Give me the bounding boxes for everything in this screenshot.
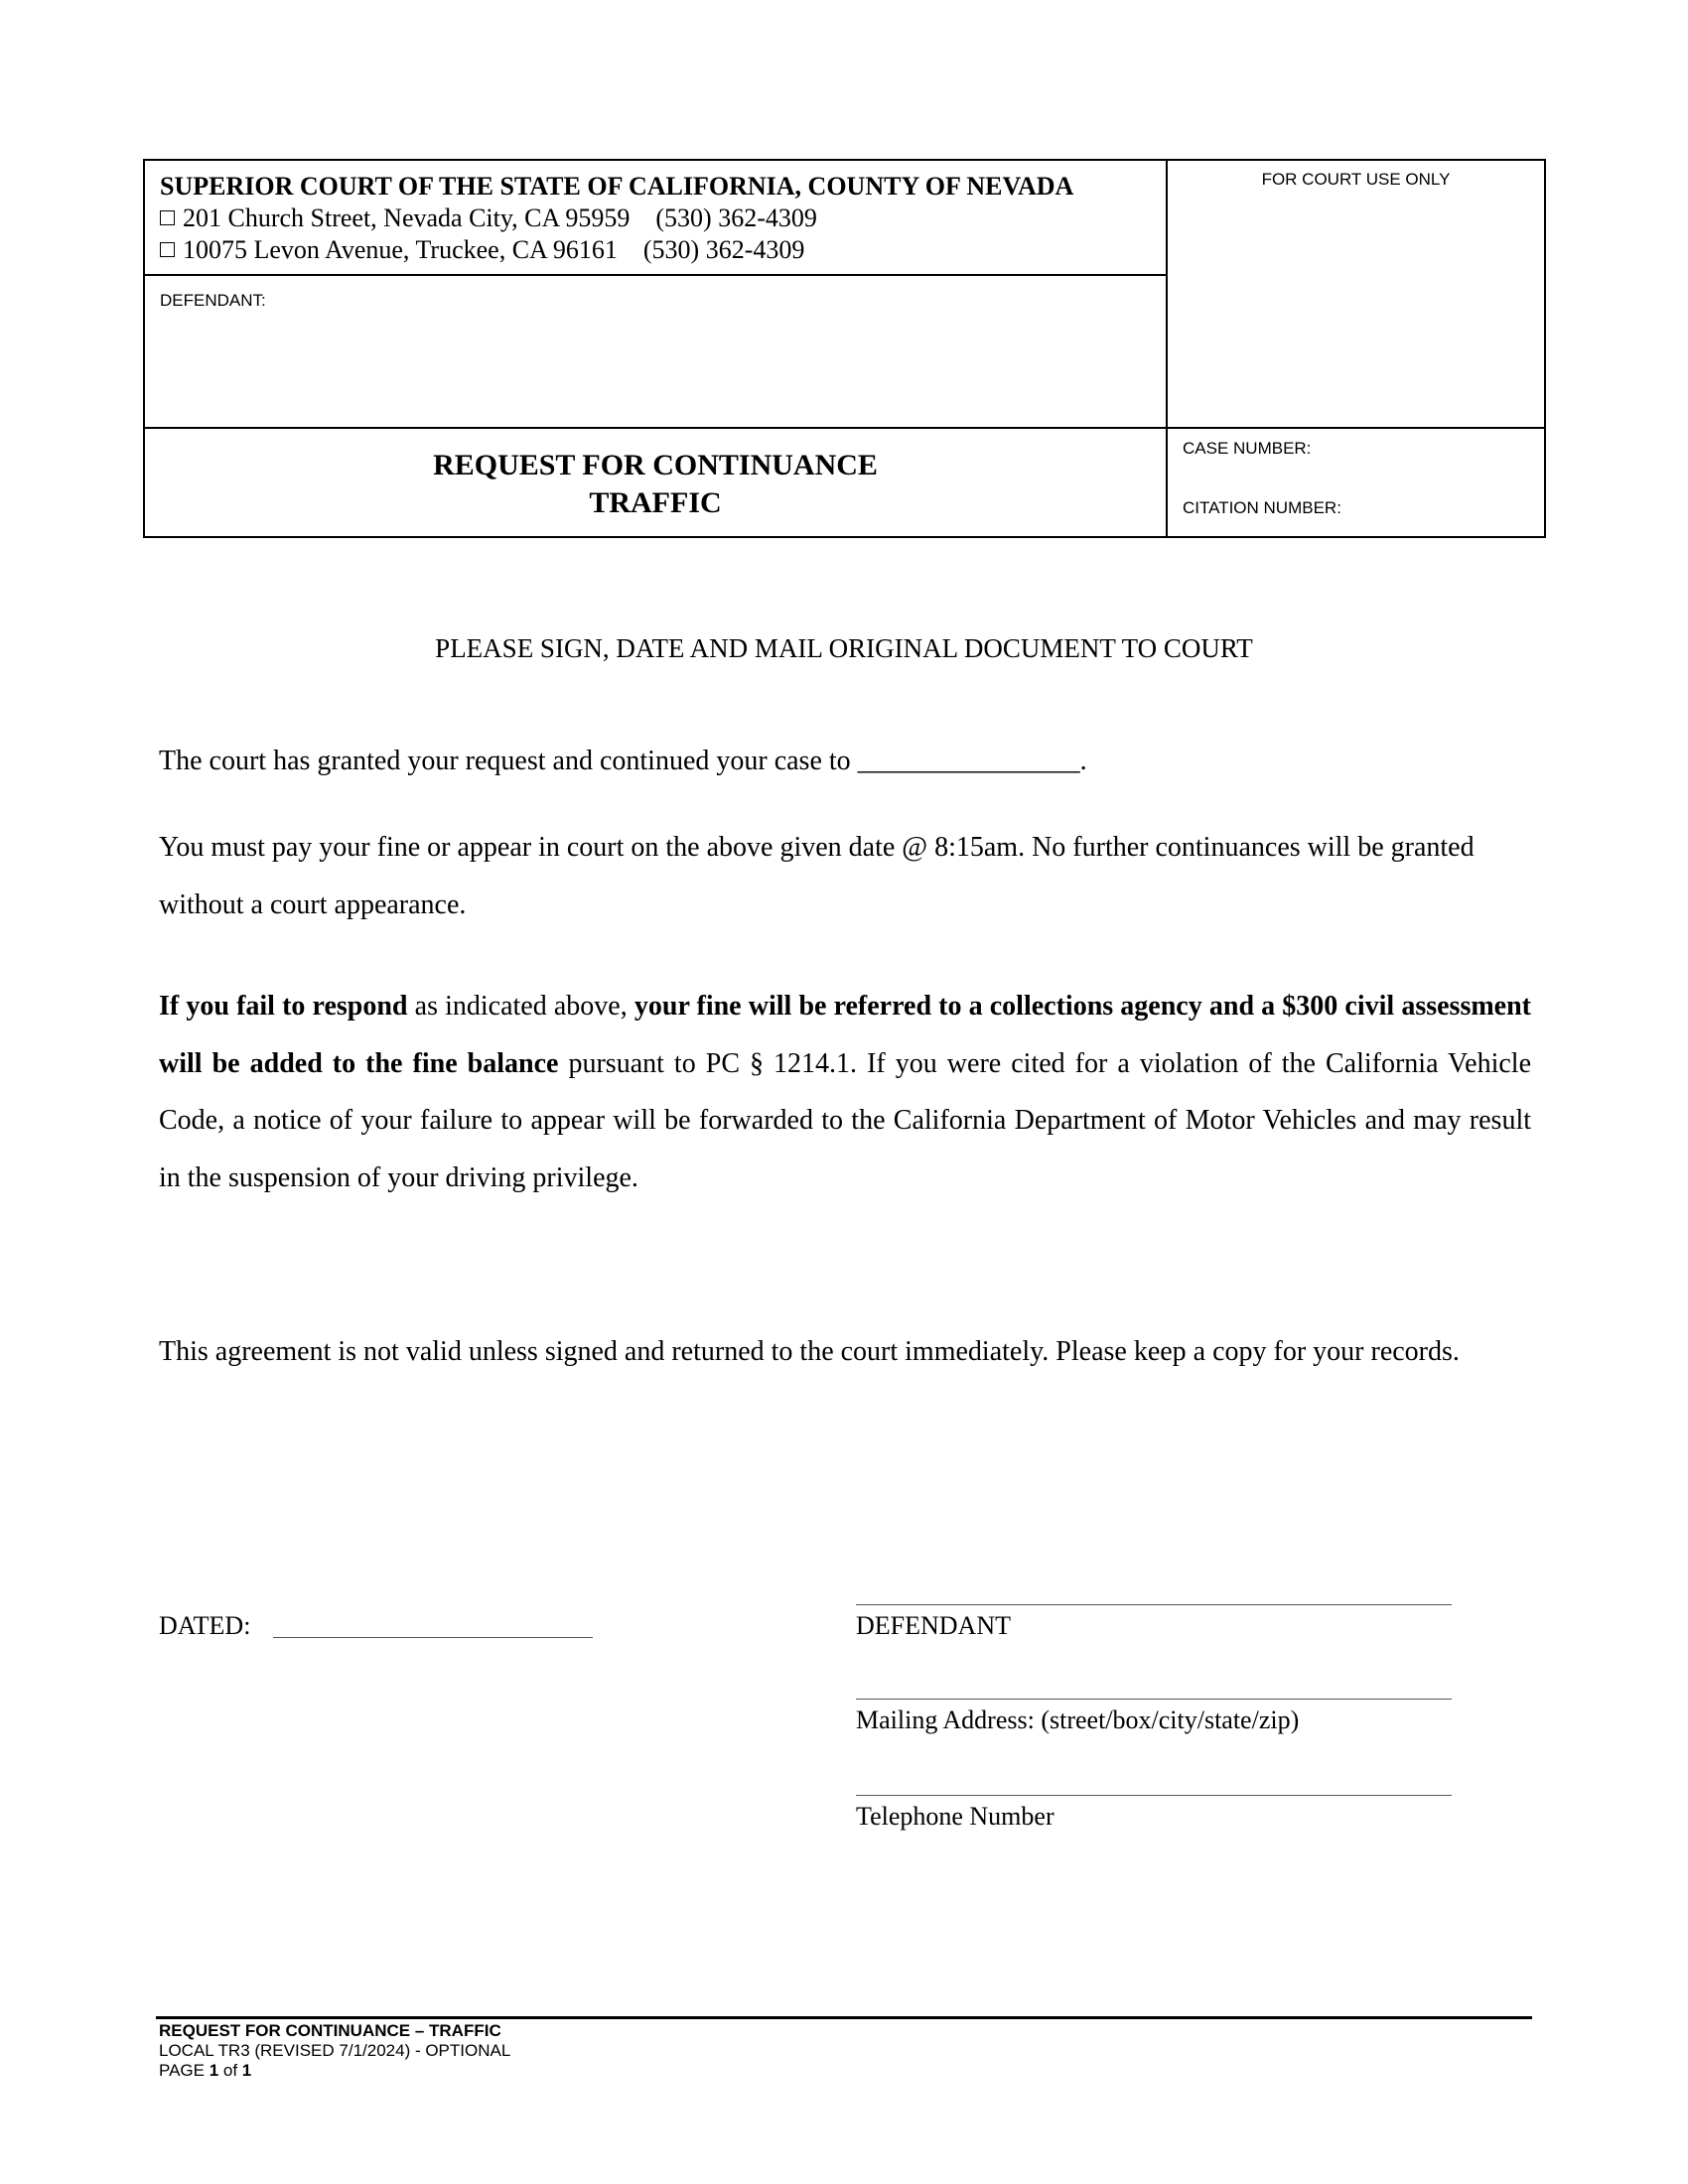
footer-rule bbox=[156, 2016, 1532, 2019]
court-use-area bbox=[1168, 161, 1544, 429]
defendant-signature-label: DEFENDANT bbox=[856, 1611, 1011, 1640]
checkbox-nevada-city[interactable] bbox=[160, 210, 175, 225]
checkbox-truckee[interactable] bbox=[160, 242, 175, 257]
page-current: 1 bbox=[209, 2061, 219, 2080]
page-prefix: PAGE bbox=[159, 2061, 210, 2080]
warning-bold-consequence: your fine will be referred to a collections agency and a $300 civil assessment will be added to the fine balance bbox=[159, 991, 1531, 1079]
location-address: 201 Church Street, Nevada City, CA 95959 bbox=[183, 204, 631, 232]
location-phone: (530) 362-4309 bbox=[655, 204, 817, 232]
dated-line[interactable] bbox=[273, 1637, 593, 1638]
form-subtitle: TRAFFIC bbox=[589, 486, 722, 519]
footer-form-id: LOCAL TR3 (REVISED 7/1/2024) - OPTIONAL bbox=[159, 2041, 511, 2060]
defendant-signature-line[interactable] bbox=[856, 1604, 1452, 1605]
defendant-label: DEFENDANT: bbox=[160, 291, 266, 310]
caption-box bbox=[143, 159, 1546, 538]
mailing-address-label: Mailing Address: (street/box/city/state/zip) bbox=[856, 1706, 1300, 1734]
telephone-line[interactable] bbox=[856, 1795, 1452, 1796]
payment-instruction-text: You must pay your fine or appear in court on the above given date @ 8:15am. No further continuances will be granted without a court appearance. bbox=[159, 832, 1475, 920]
location-phone: (530) 362-4309 bbox=[642, 235, 805, 264]
location-address: 10075 Levon Avenue, Truckee, CA 96161 bbox=[183, 235, 618, 264]
case-numbers-cell bbox=[1168, 429, 1544, 536]
dated-label: DATED: bbox=[159, 1611, 251, 1640]
failure-warning-paragraph bbox=[159, 978, 1531, 1206]
footer-page-number bbox=[159, 2061, 251, 2081]
mailing-instruction: PLEASE SIGN, DATE AND MAIL ORIGINAL DOCUMENT TO COURT bbox=[435, 633, 1253, 663]
court-name: SUPERIOR COURT OF THE STATE OF CALIFORNIA, COUNTY OF NEVADA bbox=[160, 172, 1074, 201]
citation-number-field[interactable]: CITATION NUMBER: bbox=[1183, 498, 1341, 517]
warning-text: as indicated above, bbox=[407, 991, 634, 1022]
defendant-field[interactable] bbox=[145, 276, 1168, 429]
telephone-label: Telephone Number bbox=[856, 1802, 1055, 1831]
warning-text-continued: pursuant to PC § 1214.1. If you were cited for a violation of the California Vehicle Code, a notice of your failure to appear will be forwarded to the California Department of Motor Vehicles and may result in the suspension of your driving privilege. bbox=[159, 1047, 1532, 1193]
footer-title: REQUEST FOR CONTINUANCE – TRAFFIC bbox=[159, 2021, 501, 2040]
court-use-label: FOR COURT USE ONLY bbox=[1261, 170, 1451, 189]
case-number-field[interactable]: CASE NUMBER: bbox=[1183, 439, 1312, 458]
validity-notice: This agreement is not valid unless signed and returned to the court immediately. Please keep a copy for your records. bbox=[159, 1336, 1460, 1367]
mailing-address-line[interactable] bbox=[856, 1699, 1452, 1700]
continuance-granted-text: The court has granted your request and continued your case to ________________. bbox=[159, 746, 1087, 776]
form-title: REQUEST FOR CONTINUANCE bbox=[433, 449, 878, 481]
form-title-cell bbox=[145, 429, 1168, 536]
warning-bold-lead: If you fail to respond bbox=[159, 991, 408, 1022]
page-total: 1 bbox=[241, 2061, 252, 2080]
page-of: of bbox=[218, 2061, 242, 2080]
location-option-truckee[interactable] bbox=[160, 235, 804, 265]
court-info-cell bbox=[145, 161, 1168, 276]
location-option-nevada-city[interactable] bbox=[160, 204, 817, 233]
